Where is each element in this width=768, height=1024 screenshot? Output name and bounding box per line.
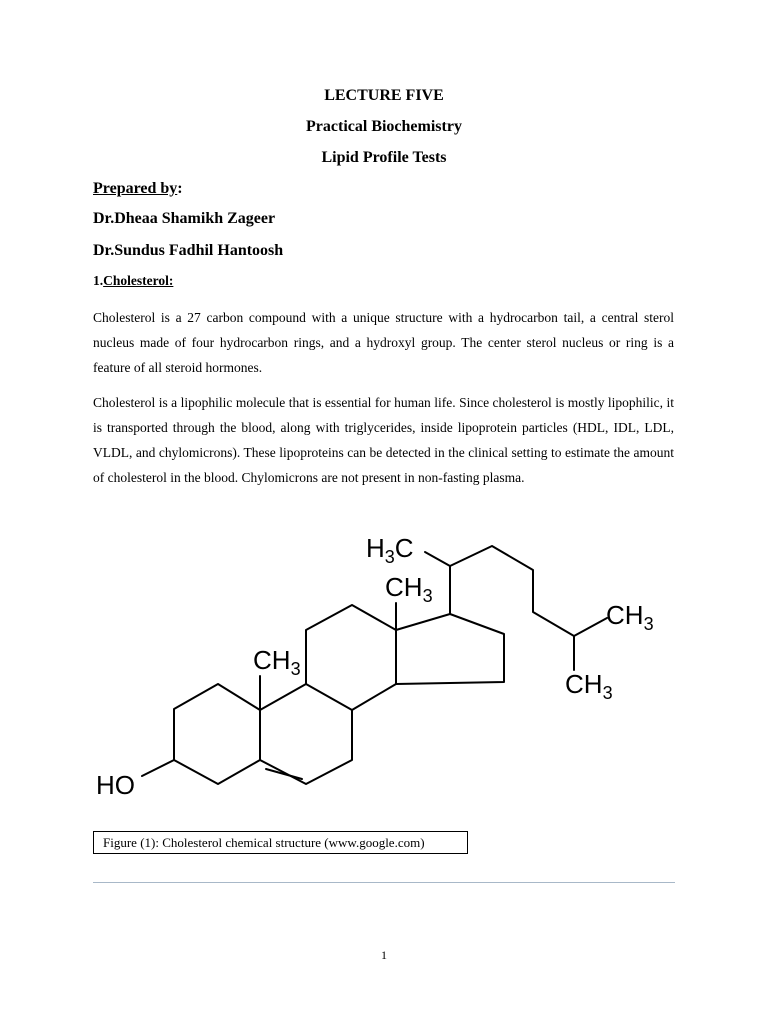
section-number: 1. [93, 273, 104, 288]
prepared-by-heading [93, 180, 183, 198]
prepared-by-colon: : [177, 180, 183, 197]
ring-a [174, 684, 260, 784]
page-number: 1 [381, 948, 387, 962]
structure-labels [96, 533, 654, 800]
topic-title: Lipid Profile Tests [321, 149, 447, 166]
section-title: Cholesterol: [103, 273, 174, 288]
lecture-title: LECTURE FIVE [324, 87, 444, 104]
double-bond [266, 769, 302, 779]
author-1: Dr.Dheaa Shamikh Zageer [93, 210, 276, 227]
label-ch3-top: $CH_3$ [385, 572, 433, 606]
ring-c [306, 605, 396, 710]
ring-b [260, 684, 352, 784]
label-ho: HO [96, 770, 135, 800]
section-heading [93, 273, 173, 289]
author-2: Dr.Sundus Fadhil Hantoosh [93, 242, 284, 259]
footer-divider [93, 882, 675, 883]
label-ch3-right: $CH_3$ [606, 600, 654, 634]
course-title: Practical Biochemistry [306, 118, 462, 135]
paragraph-2: Cholesterol is a lipophilic molecule that is essential for human life. Since cholesterol is mostly lipophilic, it is transported through the blood, along with triglycerides, inside lipoprotein particles (HDL, IDL, LDL, VLDL, and chylomicrons). These lipoproteins can be detected in the clinical setting to estimate the amount of cholesterol in the blood. Chylomicrons are not present in non-fasting plasma. [93, 395, 674, 485]
side-chain-h3c [425, 552, 450, 566]
label-ch3-mid: $CH_3$ [253, 645, 301, 679]
label-ch3-bottom: $CH_3$ [565, 669, 613, 703]
ho-bond [142, 760, 174, 776]
ring-d [396, 614, 504, 684]
label-h3c: $H_3C$ [366, 533, 414, 567]
paragraph-1: Cholesterol is a 27 carbon compound with a unique structure with a hydrocarbon tail, a central sterol nucleus made of four hydrocarbon rings, and a hydroxyl group. The center sterol nucleus or ring is a feature of all steroid hormones. [93, 310, 674, 375]
prepared-by-label: Prepared by [93, 180, 178, 197]
structure-bonds [142, 546, 607, 784]
cholesterol-structure-figure [90, 528, 680, 818]
figure-caption: Figure (1): Cholesterol chemical structure (www.google.com) [93, 831, 468, 854]
